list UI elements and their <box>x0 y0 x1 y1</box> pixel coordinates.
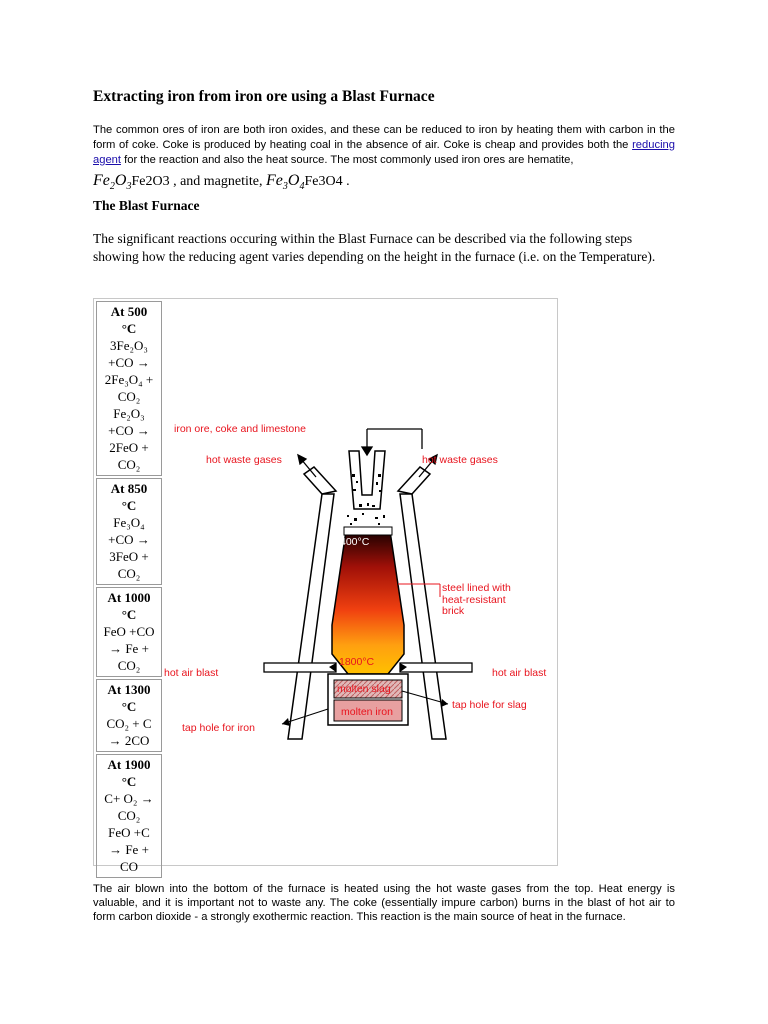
reaction-line: 3FeO + <box>109 549 149 564</box>
label-lining-3: brick <box>442 605 465 617</box>
reaction-line: → 2CO <box>108 733 150 748</box>
label-1800c: 1800°C <box>339 656 375 668</box>
furnace-hot-core <box>332 531 404 674</box>
reaction-line: CO₂ <box>117 389 141 404</box>
label-input-materials: iron ore, coke and limestone <box>174 423 306 435</box>
reaction-line: 2Fe₃O₄ + <box>104 372 154 387</box>
and-magnetite-text: , and magnetite, <box>173 174 263 189</box>
ore-formula-line <box>93 170 675 198</box>
hopper <box>349 451 385 509</box>
label-tap-hole-slag: tap hole for slag <box>452 699 527 711</box>
intro-text-1: The common ores of iron are both iron oxides, and these can be reduced to iron by heating them with carbon in the form of coke. Coke is produced by heating coal in the absence of air. Coke is cheap and provides both the <box>93 124 675 151</box>
label-waste-gases-left: hot waste gases <box>206 454 282 466</box>
reaction-line: → Fe + <box>109 641 149 656</box>
label-400c: 400°C <box>340 536 370 548</box>
section-heading: The Blast Furnace <box>93 198 200 213</box>
blast-furnace-diagram <box>164 299 556 865</box>
label-waste-gases-right: hot waste gases <box>422 454 498 466</box>
label-molten-slag: molten slag <box>337 683 391 695</box>
reaction-line: FeO +CO <box>103 624 155 639</box>
reaction-line: CO₂ <box>117 457 141 472</box>
reaction-line: +CO → <box>108 423 150 438</box>
temp-value: At 1300 <box>107 682 151 697</box>
page-title: Extracting iron from iron ore using a Blast Furnace <box>93 88 435 105</box>
reaction-line: 3Fe₂O₃ <box>110 338 148 353</box>
label-air-blast-left: hot air blast <box>164 667 219 679</box>
reaction-line: FeO +C <box>108 825 150 840</box>
reaction-line: Fe₂O₃ <box>113 406 145 421</box>
temp-value: At 1000 <box>107 590 151 605</box>
temperature-reaction-table <box>96 301 162 880</box>
reaction-line: C+ O₂ → <box>104 791 154 806</box>
magnetite-formula: $Fe_3O_4$ <box>266 172 305 193</box>
furnace-outer-wall-left <box>288 494 334 739</box>
waste-gas-duct-right <box>398 467 430 494</box>
reaction-line: 2FeO + <box>109 440 149 455</box>
closing-paragraph: The air blown into the bottom of the furnace is heated using the hot waste gases from the top. Heat energy is valuable, and it is important not to waste any. The coke (essentially impure carbon) burns in the blast of hot air to form carbon dioxide - a strongly exothermic reaction. This reaction is the main source of heat in the furnace. <box>93 883 675 923</box>
temp-cell <box>96 754 162 878</box>
intro-text-2: for the reaction and also the heat source. The most commonly used iron ores are hematite, <box>124 154 574 166</box>
waste-gas-duct-left <box>304 467 336 494</box>
temp-unit: °C <box>121 774 137 789</box>
temp-value: At 500 <box>110 304 148 319</box>
reactions-intro: The significant reactions occuring within the Blast Furnace can be described via the following steps showing how the reducing agent varies depending on the height in the furnace (i.e. on the Temperature). <box>93 231 656 264</box>
intro-paragraph <box>93 123 675 198</box>
blast-furnace-figure <box>93 298 558 874</box>
label-molten-iron: molten iron <box>341 706 393 718</box>
temp-unit: °C <box>121 321 137 336</box>
reaction-line: +CO → <box>108 532 150 547</box>
reaction-line: CO <box>119 859 139 874</box>
input-arrow-head <box>362 447 372 455</box>
temp-cell <box>96 679 162 752</box>
temp-cell <box>96 478 162 585</box>
reaction-line: CO₂ + C <box>106 716 152 731</box>
period: . <box>346 174 350 189</box>
reducing-agent-link[interactable]: reducing agent <box>93 139 675 166</box>
temp-unit: °C <box>121 699 137 714</box>
reaction-line: CO₂ <box>117 658 141 673</box>
temp-value: At 850 <box>110 481 148 496</box>
hematite-formula: $Fe_2O_3$ <box>93 172 132 193</box>
reaction-line: → Fe + <box>109 842 149 857</box>
magnetite-formula-plain: Fe3O4 <box>304 174 343 189</box>
label-lining-2: heat-resistant <box>442 594 506 606</box>
temp-cell <box>96 301 162 476</box>
hematite-formula-plain: Fe2O3 <box>131 174 170 189</box>
temp-cell <box>96 587 162 677</box>
label-tap-hole-iron: tap hole for iron <box>182 722 255 734</box>
reaction-line: Fe₃O₄ <box>113 515 145 530</box>
label-air-blast-right: hot air blast <box>492 667 547 679</box>
reaction-line: +CO → <box>108 355 150 370</box>
reaction-line: CO₂ <box>117 808 141 823</box>
temp-value: At 1900 <box>107 757 151 772</box>
label-lining-1: steel lined with <box>442 582 511 594</box>
temp-unit: °C <box>121 607 137 622</box>
temp-unit: °C <box>121 498 137 513</box>
reaction-line: CO₂ <box>117 566 141 581</box>
